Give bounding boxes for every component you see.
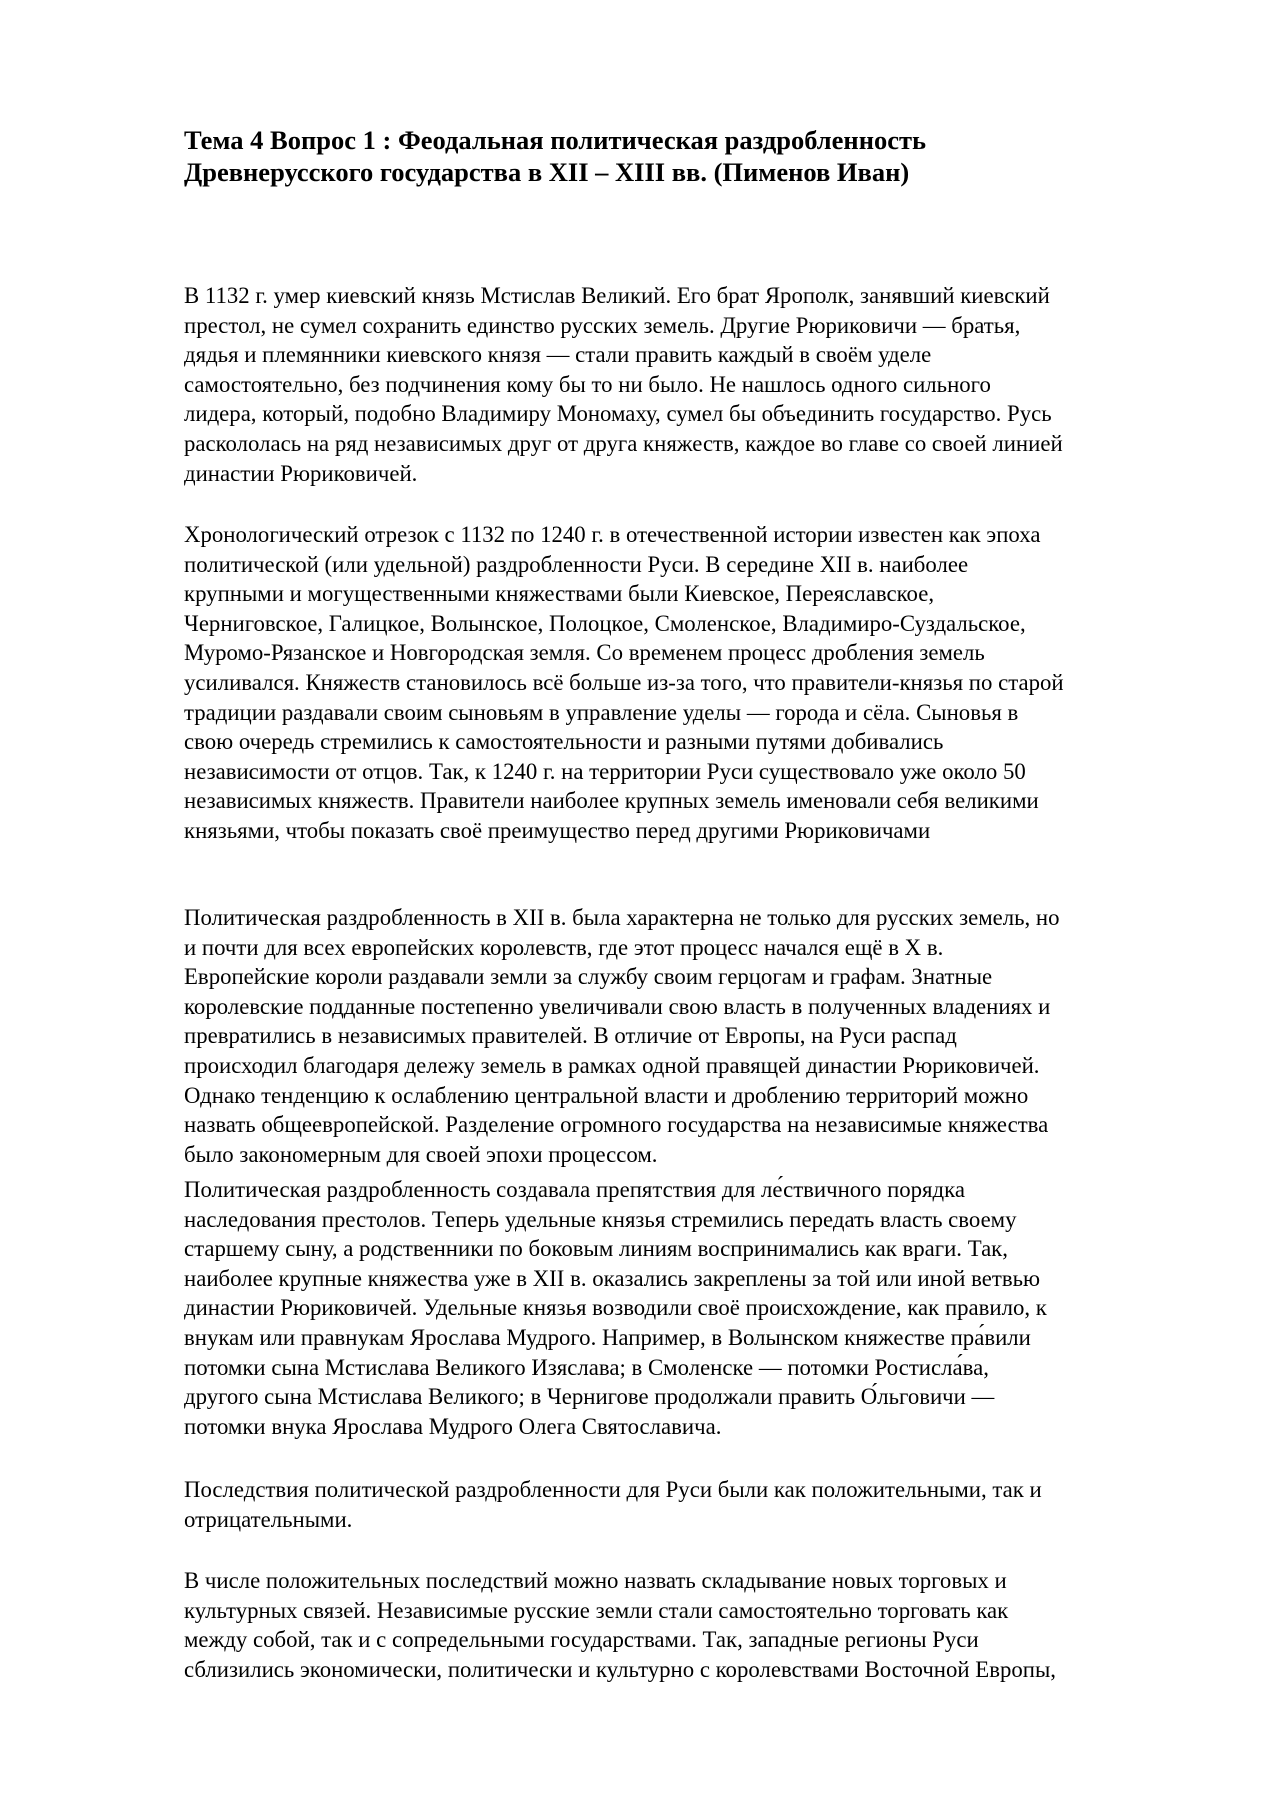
text-line: и почти для всех европейских королевств, где этот процесс начался ещё в X в.	[184, 934, 944, 960]
text-line: политической (или удельной) раздробленности Руси. В середине XII в. наиболее	[184, 551, 969, 577]
title-line: Древнерусского государства в XII – XIII вв. (Пименов Иван)	[184, 157, 910, 187]
paragraph-european-context	[184, 903, 1194, 1169]
text-line: между собой, так и с сопредельными государствами. Так, западные регионы Руси	[184, 1627, 979, 1653]
text-line: потомки сына Мстислава Великого Изяслава; в Смоленске — потомки Ростисла́ва,	[184, 1354, 989, 1380]
text-line: династии Рюриковичей. Удельные князья возводили своё происхождение, как правило, к	[184, 1295, 1047, 1321]
text-line: традиции раздавали своим сыновьям в управление уделы — города и сёла. Сыновья в	[184, 699, 1019, 725]
text-line: было закономерным для своей эпохи процессом.	[184, 1141, 658, 1167]
text-line: Черниговское, Галицкое, Волынское, Полоцкое, Смоленское, Владимиро-Суздальское,	[184, 610, 1026, 636]
text-line: В 1132 г. умер киевский князь Мстислав Великий. Его брат Ярополк, занявший киевский	[184, 283, 1050, 308]
text-line: независимости от отцов. Так, к 1240 г. на территории Руси существовало уже около 50	[184, 758, 1026, 784]
text-line: назвать общеевропейской. Разделение огромного государства на независимые княжества	[184, 1112, 1049, 1138]
paragraph-fragmentation-start	[184, 281, 1194, 488]
text-line: дядья и племянники киевского князя — стали править каждый в своём уделе	[184, 342, 932, 368]
text-line: усиливался. Княжеств становилось всё больше из-за того, что правители-князья по старой	[184, 669, 1064, 695]
text-line: свою очередь стремились к самостоятельности и разными путями добивались	[184, 729, 944, 755]
title-line: Тема 4 Вопрос 1 : Феодальная политическая раздробленность	[184, 125, 927, 155]
text-line: самостоятельно, без подчинения кому бы то ни было. Не нашлось одного сильного	[184, 371, 991, 397]
text-line: старшему сыну, а родственники по боковым линиям воспринимались как враги. Так,	[184, 1236, 1008, 1262]
text-line: Муромо-Рязанское и Новгородская земля. Со временем процесс дробления земель	[184, 640, 985, 666]
text-line: превратились в независимых правителей. В отличие от Европы, на Руси распад	[184, 1023, 957, 1049]
text-line: наиболее крупные княжества уже в XII в. оказались закреплены за той или иной ветвью	[184, 1265, 1041, 1291]
text-line: сблизились экономически, политически и культурно с королевствами Восточной Европы,	[184, 1656, 1056, 1682]
text-line: отрицательными.	[184, 1506, 353, 1532]
text-line: наследования престолов. Теперь удельные князья стремились передать власть своему	[184, 1206, 1017, 1232]
text-line: В числе положительных последствий можно назвать складывание новых торговых и	[184, 1568, 1007, 1593]
paragraph-positive-consequences	[184, 1566, 1194, 1684]
text-line: князьями, чтобы показать своё преимущество перед другими Рюриковичами	[184, 817, 931, 843]
text-line: другого сына Мстислава Великого; в Чернигове продолжали править О́льговичи —	[184, 1384, 995, 1410]
text-line: королевские подданные постепенно увеличивали свою власть в полученных владениях и	[184, 993, 1051, 1019]
text-line: Последствия политической раздробленности для Руси были как положительными, так и	[184, 1477, 1042, 1502]
paragraph-succession	[184, 1175, 1194, 1441]
text-line: Политическая раздробленность создавала препятствия для ле́ствичного порядка	[184, 1177, 965, 1202]
page-title	[184, 124, 1144, 188]
text-line: Однако тенденцию к ослаблению центральной власти и дроблению территорий можно	[184, 1082, 1029, 1108]
text-line: крупными и могущественными княжествами были Киевское, Переяславское,	[184, 581, 935, 607]
text-line: происходил благодаря дележу земель в рамках одной правящей династии Рюриковичей.	[184, 1052, 1040, 1078]
text-line: независимых княжеств. Правители наиболее крупных земель именовали себя великими	[184, 788, 1039, 814]
text-line: Европейские короли раздавали земли за службу своим герцогам и графам. Знатные	[184, 964, 993, 990]
text-line: лидера, который, подобно Владимиру Мономаху, сумел бы объединить государство. Русь	[184, 401, 1052, 427]
text-line: внукам или правнукам Ярослава Мудрого. Например, в Волынском княжестве пра́вили	[184, 1324, 1031, 1350]
paragraph-chronology	[184, 520, 1194, 846]
text-line: Политическая раздробленность в XII в. была характерна не только для русских земель, но	[184, 905, 1060, 930]
text-line: культурных связей. Независимые русские земли стали самостоятельно торговать как	[184, 1597, 1009, 1623]
paragraph-consequences	[184, 1475, 1194, 1534]
text-line: потомки внука Ярослава Мудрого Олега Святославича.	[184, 1413, 722, 1439]
text-line: престол, не сумел сохранить единство русских земель. Другие Рюриковичи — братья,	[184, 312, 1021, 338]
text-line: раскололась на ряд независимых друг от друга княжеств, каждое во главе со своей линией	[184, 430, 1063, 456]
text-line: Хронологический отрезок с 1132 по 1240 г. в отечественной истории известен как эпоха	[184, 522, 1041, 547]
text-line: династии Рюриковичей.	[184, 460, 418, 486]
